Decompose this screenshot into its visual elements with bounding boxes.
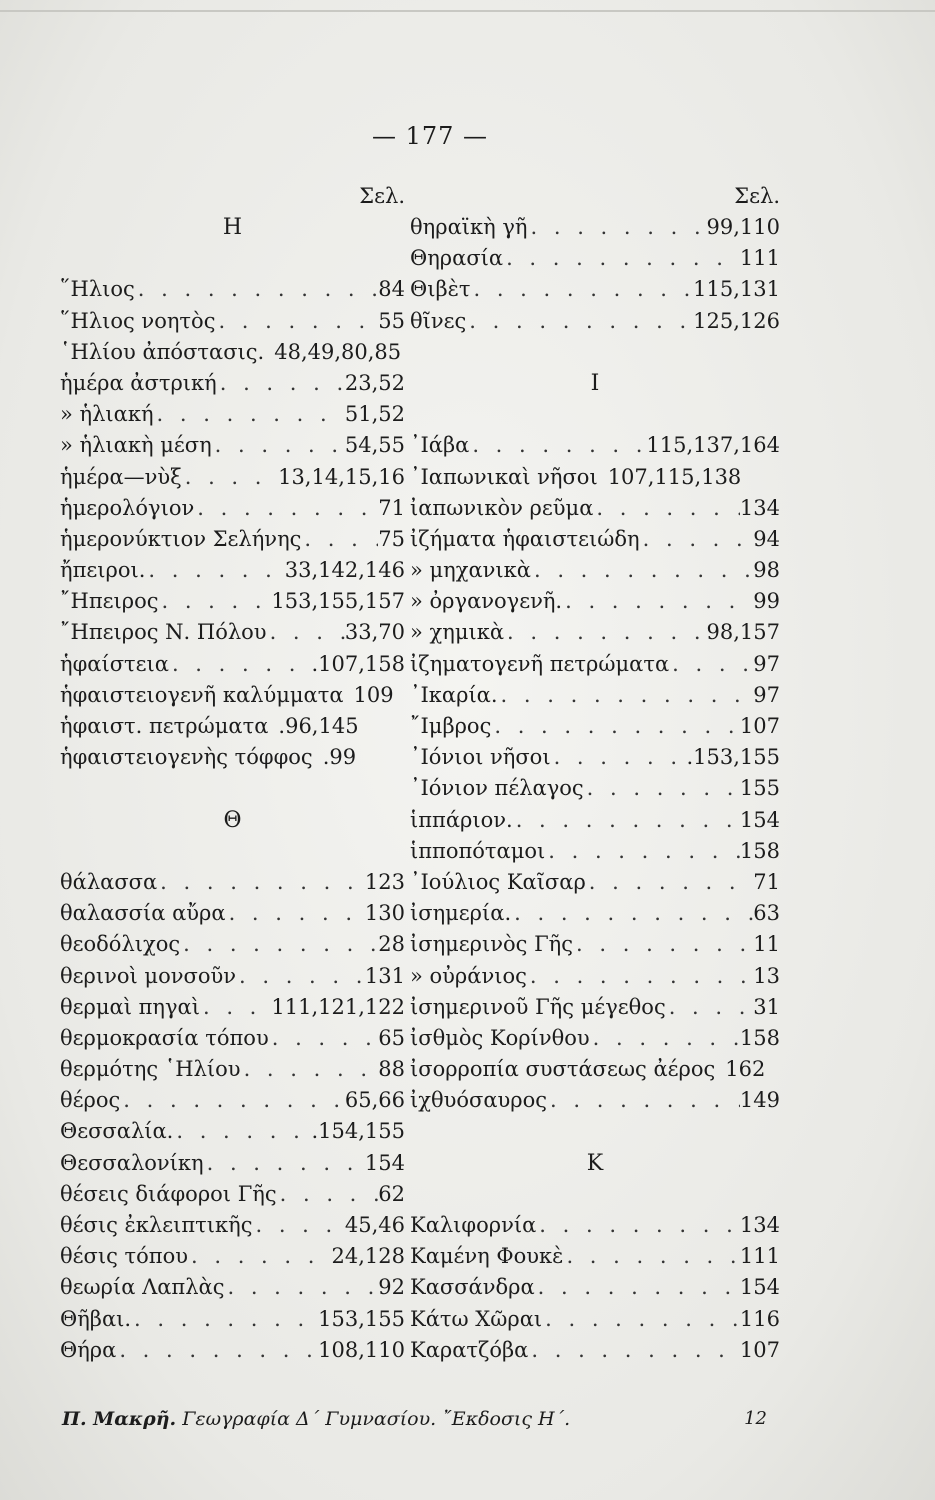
dot-leader xyxy=(586,867,753,898)
dot-leader xyxy=(194,493,378,524)
page-refs: 63 xyxy=(753,901,780,926)
index-entry xyxy=(410,992,780,1023)
index-entry xyxy=(410,555,780,586)
page-footer xyxy=(62,1408,767,1430)
index-term: ἡφαιστειογενῆ καλύμματα xyxy=(60,682,344,707)
page-refs: 84 xyxy=(378,277,405,302)
index-term: ἰζήματα ἡφαιστειώδη xyxy=(410,526,640,551)
page-refs: .96,145 xyxy=(278,714,359,738)
page-refs: 107 xyxy=(739,1337,780,1362)
dot-leader xyxy=(116,1335,318,1366)
dot-leader xyxy=(640,524,754,555)
index-term: » χημικὰ xyxy=(410,620,505,645)
index-term: ἰσορροπία συστάσεως ἀέρος xyxy=(410,1057,716,1082)
dot-leader xyxy=(301,524,378,555)
index-term: » ὀργανογενῆ. xyxy=(410,589,563,614)
page-refs: 154 xyxy=(364,1150,405,1175)
index-term: θερμοκρασία τόπου xyxy=(60,1025,269,1050)
index-term: ᾿Ιαπωνικαὶ νῆσοι xyxy=(410,464,598,489)
index-entry xyxy=(60,274,405,305)
index-term: θεωρία Λαπλὰς xyxy=(60,1275,225,1300)
page-refs: 131 xyxy=(364,963,405,988)
page-refs: 155 xyxy=(739,776,780,801)
dot-leader xyxy=(545,836,740,867)
index-term: ἡμέρα ἀστρική xyxy=(60,370,217,395)
page-refs: 65 xyxy=(378,1025,405,1050)
index-entry xyxy=(60,929,405,960)
dot-leader xyxy=(562,586,753,617)
dot-leader xyxy=(527,961,753,992)
page-refs: 54,55 xyxy=(344,433,405,458)
index-term: ἰζηματογενῆ πετρώματα xyxy=(410,651,670,676)
index-entry xyxy=(60,742,405,773)
index-entry xyxy=(410,1210,780,1241)
index-term: ῎Ιμβρος xyxy=(410,714,492,738)
index-term: ᾿Ιάβα xyxy=(410,433,470,458)
index-term: Θεσσαλονίκη xyxy=(60,1150,204,1175)
index-term: Θήρα xyxy=(60,1337,117,1362)
page-refs: 45,46 xyxy=(344,1213,405,1237)
page-refs: 107 xyxy=(739,714,780,738)
index-entry xyxy=(60,1241,405,1272)
row-spacer xyxy=(60,836,405,867)
index-term: ἡμερονύκτιον Σελήνης xyxy=(60,526,302,551)
index-entry xyxy=(410,742,780,773)
index-entry xyxy=(410,1335,780,1366)
index-entry xyxy=(410,649,780,680)
dot-leader xyxy=(267,617,345,648)
index-entry xyxy=(410,243,780,274)
footer-title: Γεωγραφία Δ΄ Γυμνασίου. ῎Εκδοσις Η΄. xyxy=(182,1408,571,1430)
page-refs: 125,126 xyxy=(693,308,780,333)
index-term: ἰχθυόσαυρος xyxy=(410,1088,548,1113)
index-term: Καμένη Φουκὲ xyxy=(410,1244,564,1269)
page-refs: 116 xyxy=(739,1306,780,1331)
row-spacer xyxy=(410,1179,780,1210)
index-term: Θῆβαι. xyxy=(60,1306,132,1331)
index-term: ἡφαίστεια xyxy=(60,651,169,676)
dot-leader xyxy=(511,898,753,929)
page-refs: 134 xyxy=(739,495,780,520)
index-entry xyxy=(60,1148,405,1179)
index-entry xyxy=(60,399,405,430)
index-entry xyxy=(60,1210,405,1241)
dot-leader xyxy=(513,805,740,836)
index-entry xyxy=(60,368,405,399)
index-term: Καρατζόβα xyxy=(410,1337,529,1362)
index-term: Θιβὲτ xyxy=(410,277,471,302)
dot-leader xyxy=(236,961,365,992)
page-refs: 71 xyxy=(753,869,780,894)
page-refs: 23,52 xyxy=(344,370,405,395)
index-term: Κάτω Χῶραι xyxy=(410,1306,543,1331)
page-number: — 177 — xyxy=(371,122,489,150)
page-refs: 109 xyxy=(353,682,394,707)
page-refs: 13,14,15,16 xyxy=(278,464,405,489)
page-refs: .107,158 xyxy=(311,651,405,676)
dot-leader xyxy=(547,1085,740,1116)
index-entry xyxy=(410,274,780,305)
right-index-list xyxy=(410,212,780,1366)
dot-leader xyxy=(252,1210,344,1241)
page-refs: 154 xyxy=(739,807,780,832)
dot-leader xyxy=(188,1241,332,1272)
index-entry xyxy=(60,524,405,555)
dot-leader xyxy=(277,1179,379,1210)
index-entry xyxy=(410,617,780,648)
index-term: » οὐράνιος xyxy=(410,963,527,988)
index-entry xyxy=(410,711,780,742)
row-spacer xyxy=(60,243,405,274)
index-entry xyxy=(60,1179,405,1210)
index-entry xyxy=(410,1304,780,1335)
index-term: θεοδόλιχος xyxy=(60,932,181,957)
index-entry xyxy=(410,306,780,337)
index-entry xyxy=(410,1241,780,1272)
index-entry xyxy=(410,867,780,898)
index-term: θερμότης ῾Ηλίου xyxy=(60,1057,241,1082)
index-term: ἰσημερινὸς Γῆς xyxy=(410,932,574,957)
page-refs: 153,155 xyxy=(318,1306,405,1331)
dot-leader xyxy=(131,1304,318,1335)
index-entry xyxy=(60,1335,405,1366)
index-entry xyxy=(60,1023,405,1054)
dot-leader xyxy=(531,555,753,586)
dot-leader xyxy=(470,274,693,305)
index-term: ἱππάριον. xyxy=(410,807,513,832)
index-entry xyxy=(60,680,405,711)
index-entry xyxy=(60,1085,405,1116)
page-refs: 33,142,146 xyxy=(284,558,405,583)
page-refs: 158 xyxy=(739,1025,780,1050)
dot-leader xyxy=(169,649,312,680)
page-refs: 92 xyxy=(378,1275,405,1300)
index-term: ῎Ηπειρος Ν. Πόλου xyxy=(60,620,267,645)
footer-author: Π. Μακρῆ. xyxy=(62,1408,177,1430)
index-term: ἱπποπόταμοι xyxy=(410,838,546,863)
page-refs: 65,66 xyxy=(344,1088,405,1113)
page-refs: 13 xyxy=(753,963,780,988)
page-refs: 115,137,164 xyxy=(646,433,780,458)
dot-leader xyxy=(551,742,687,773)
index-term: θέσις ἐκλειπτικῆς xyxy=(60,1213,253,1237)
page-refs: 11 xyxy=(753,932,780,957)
index-entry xyxy=(60,306,405,337)
page-refs: 97 xyxy=(753,651,780,676)
index-entry xyxy=(60,555,405,586)
index-term: ἰσημερινοῦ Γῆς μέγεθος xyxy=(410,994,666,1019)
footer-folio: 12 xyxy=(744,1408,767,1429)
dot-leader xyxy=(226,898,365,929)
page-refs: 98,157 xyxy=(706,620,780,645)
row-spacer xyxy=(410,1116,780,1147)
row-spacer xyxy=(60,773,405,804)
index-entry xyxy=(410,524,780,555)
page-refs: 111 xyxy=(739,1244,780,1269)
dot-leader xyxy=(584,773,740,804)
index-term: ἡφαιστειογενὴς τόφφος xyxy=(60,745,313,770)
page-refs: 162 xyxy=(725,1057,766,1082)
page-refs: 24,128 xyxy=(331,1244,405,1269)
index-entry xyxy=(410,836,780,867)
index-entry xyxy=(60,462,405,493)
index-term: » ἡλιακή xyxy=(60,402,154,427)
dot-leader xyxy=(217,368,345,399)
page-refs: .154,155 xyxy=(311,1119,405,1144)
page-refs: .153,155 xyxy=(686,745,780,770)
section-letter: Θ xyxy=(223,807,242,833)
index-term: ἤπειροι. xyxy=(60,558,146,583)
index-entry xyxy=(60,337,405,368)
index-entry xyxy=(60,430,405,461)
index-term: ἰσθμὸς Κορίνθου xyxy=(410,1025,590,1050)
page-refs: 31 xyxy=(753,994,780,1019)
page-refs: 130 xyxy=(364,901,405,926)
page-refs: 33,70 xyxy=(344,620,405,645)
page-refs: 98 xyxy=(753,558,780,583)
page-refs: 134 xyxy=(739,1213,780,1237)
index-term: θερινοὶ μονσοῦν xyxy=(60,963,236,988)
index-entry xyxy=(410,1023,780,1054)
index-entry xyxy=(410,1085,780,1116)
dot-leader xyxy=(593,493,740,524)
dot-leader xyxy=(498,680,754,711)
page-refs: 55 xyxy=(378,308,405,333)
index-entry xyxy=(410,773,780,804)
section-letter: Η xyxy=(222,215,243,240)
index-entry xyxy=(410,961,780,992)
footer-citation xyxy=(62,1408,570,1430)
dot-leader xyxy=(466,306,693,337)
page-refs: 62 xyxy=(378,1181,405,1206)
dot-leader xyxy=(120,1085,345,1116)
dot-leader xyxy=(269,1023,379,1054)
index-term: Θηρασία xyxy=(410,246,504,271)
dot-leader xyxy=(215,306,378,337)
section-letter: Κ xyxy=(586,1150,604,1176)
dot-leader xyxy=(204,1148,365,1179)
dot-leader xyxy=(173,1116,311,1147)
index-entry xyxy=(410,680,780,711)
index-term: ῾Ηλίου ἀπόστασις. xyxy=(60,339,265,364)
index-term: » ἡλιακὴ μέση xyxy=(60,433,212,458)
sel-label-left: Σελ. xyxy=(359,184,405,208)
dot-leader xyxy=(669,649,753,680)
dot-leader xyxy=(157,867,365,898)
index-term: θηραϊκὴ γῆ xyxy=(410,215,528,239)
page-refs: 111 xyxy=(739,246,780,271)
page-refs: 153,155,157 xyxy=(271,589,405,614)
row-spacer xyxy=(410,337,780,368)
index-entry xyxy=(60,1272,405,1303)
index-term: θῖνες xyxy=(410,308,467,333)
index-entry xyxy=(410,493,780,524)
index-term: ῎Ηπειρος xyxy=(60,589,159,614)
page-refs: 51,52 xyxy=(344,402,405,427)
sel-label-right: Σελ. xyxy=(734,184,780,208)
index-term: ἡφαιστ. πετρώματα xyxy=(60,714,269,738)
index-entry xyxy=(60,1304,405,1335)
dot-leader xyxy=(491,711,740,742)
page-refs: 99,110 xyxy=(706,215,780,239)
dot-leader xyxy=(573,929,753,960)
index-entry xyxy=(60,617,405,648)
index-entry xyxy=(60,493,405,524)
dot-leader xyxy=(469,430,646,461)
right-column xyxy=(410,180,780,1366)
index-entry xyxy=(60,898,405,929)
page-refs: .99 xyxy=(322,745,357,770)
dot-leader xyxy=(154,399,345,430)
left-column xyxy=(60,180,405,1366)
page-refs: 94 xyxy=(753,526,780,551)
page-refs: 158 xyxy=(739,838,780,863)
index-entry xyxy=(410,929,780,960)
dot-leader xyxy=(180,929,378,960)
index-entry xyxy=(410,1054,780,1085)
dot-leader xyxy=(200,992,271,1023)
index-entry xyxy=(60,992,405,1023)
index-term: ἡμέρα—νὺξ xyxy=(60,464,182,489)
index-entry xyxy=(60,867,405,898)
index-entry xyxy=(60,649,405,680)
index-term: Θεσσαλία. xyxy=(60,1119,174,1144)
page-refs: 71 xyxy=(378,495,405,520)
page-refs: 107,115,138 xyxy=(607,464,742,489)
page-refs: 88 xyxy=(378,1057,405,1082)
dot-leader xyxy=(503,243,740,274)
index-term: θέσις τόπου xyxy=(60,1244,188,1269)
left-index-list xyxy=(60,212,405,1366)
dot-leader xyxy=(145,555,284,586)
index-term: θέρος xyxy=(60,1088,121,1113)
index-term: ἰσημερία. xyxy=(410,901,512,926)
page-refs: 154 xyxy=(739,1275,780,1300)
index-entry xyxy=(410,212,780,243)
page-refs: 75 xyxy=(378,526,405,551)
dot-leader xyxy=(528,1335,740,1366)
dot-leader xyxy=(241,1054,379,1085)
index-term: ᾿Ιούλιος Καῖσαρ xyxy=(410,869,586,894)
page-refs: 48,49,80,85 xyxy=(274,339,402,364)
index-term: Καλιφορνία xyxy=(410,1213,537,1237)
index-entry xyxy=(410,805,780,836)
dot-leader xyxy=(542,1304,740,1335)
index-term: ᾿Ικαρία. xyxy=(410,682,498,707)
index-term: θερμαὶ πηγαὶ xyxy=(60,994,200,1019)
page-refs: 97 xyxy=(753,682,780,707)
section-letter: Ι xyxy=(590,370,600,396)
index-term: ῞Ηλιος xyxy=(60,277,135,302)
index-term: θέσεις διάφοροι Γῆς xyxy=(60,1181,277,1206)
dot-leader xyxy=(182,462,278,493)
index-entry xyxy=(60,586,405,617)
index-term: ῞Ηλιος νοητὸς xyxy=(60,308,216,333)
dot-leader xyxy=(536,1210,740,1241)
page-refs: 115,131 xyxy=(693,277,780,302)
index-entry xyxy=(410,898,780,929)
page-refs: 123 xyxy=(364,869,405,894)
dot-leader xyxy=(212,430,345,461)
index-term: θάλασσα xyxy=(60,869,158,894)
index-entry xyxy=(410,1272,780,1303)
dot-leader xyxy=(666,992,754,1023)
index-term: Κασσάνδρα xyxy=(410,1275,535,1300)
index-entry xyxy=(410,430,780,461)
index-entry xyxy=(60,1116,405,1147)
row-spacer xyxy=(410,399,780,430)
dot-leader xyxy=(563,1241,739,1272)
index-term: ἡμερολόγιον xyxy=(60,495,195,520)
page-refs: 108,110 xyxy=(318,1337,405,1362)
dot-leader xyxy=(135,274,379,305)
dot-leader xyxy=(590,1023,740,1054)
page-refs: 111,121,122 xyxy=(271,994,405,1019)
page-refs: 99 xyxy=(753,589,780,614)
index-term: ᾿Ιόνιον πέλαγος xyxy=(410,776,584,801)
dot-leader xyxy=(535,1272,740,1303)
index-term: θαλασσία αὔρα xyxy=(60,901,226,926)
dot-leader xyxy=(224,1272,378,1303)
index-term: » μηχανικὰ xyxy=(410,558,531,583)
index-entry xyxy=(410,586,780,617)
dot-leader xyxy=(504,617,706,648)
dot-leader xyxy=(158,586,271,617)
index-term: ᾿Ιόνιοι νῆσοι xyxy=(410,745,551,770)
dot-leader xyxy=(528,212,707,243)
top-edge-line xyxy=(0,10,935,12)
page-refs: 28 xyxy=(378,932,405,957)
index-entry xyxy=(60,1054,405,1085)
index-entry xyxy=(60,961,405,992)
index-entry xyxy=(60,711,405,742)
page-refs: 149 xyxy=(739,1088,780,1113)
index-term: ἰαπωνικὸν ρεῦμα xyxy=(410,495,594,520)
index-entry xyxy=(410,462,780,493)
